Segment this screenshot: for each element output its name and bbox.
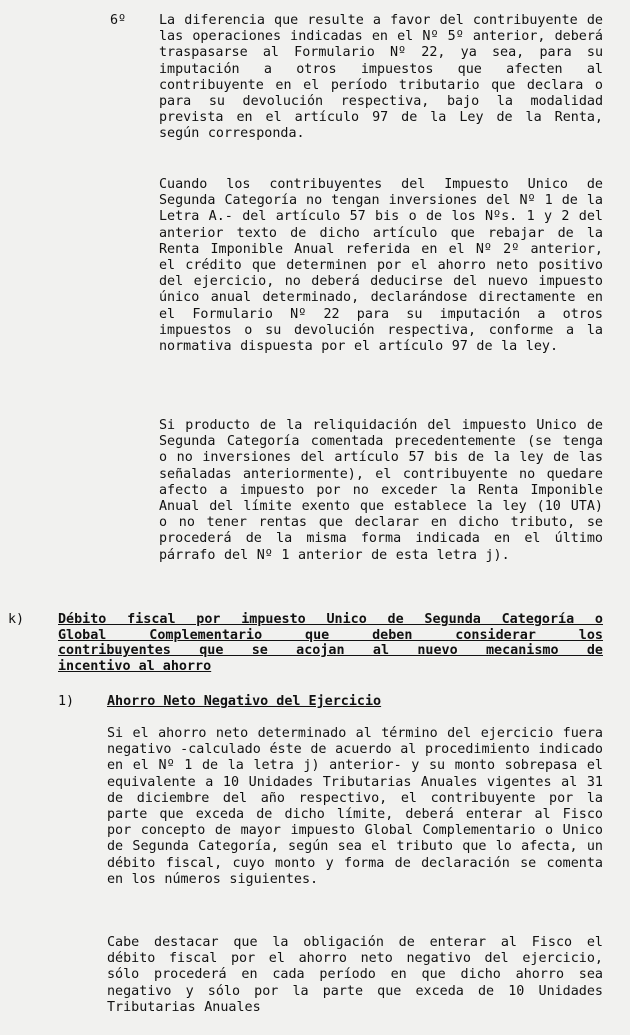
heading-line-3: contribuyentes que se acojan al nuevo mecanismo de — [58, 643, 603, 659]
heading-line-2: Global Complementario que deben considerar los — [58, 627, 603, 643]
heading-line-4: incentivo al ahorro — [58, 658, 212, 674]
paragraph-6-1: La diferencia que resulte a favor del contribuyente de las operaciones indicadas en el Nº 5º anterior, deberá traspasarse al Formulario Nº 22, ya sea, para su imputación a otros impuestos que afecten al contribuyente en el período tributario que declara o para su devolución respectiva, bajo la modalidad prevista en el artículo 97 de la Ley de la Renta, según corresponda. — [159, 13, 603, 142]
paragraph-1-2: Cabe destacar que la obligación de enterar al Fisco el débito fiscal por el ahorro neto negativo del ejercicio, sólo procederá en cada período en que dicho ahorro sea negativo y sólo por la parte que exceda de 10 Unidades Tributarias Anuales — [107, 935, 603, 1015]
paragraph-6-2: Cuando los contribuyentes del Impuesto Unico de Segunda Categoría no tengan inversiones del Nº 1 de la Letra A.- del artículo 57 bis o de los Nºs. 1 y 2 del anterior texto de dicho artículo que rebajar de la Renta Imponible Anual referida en el Nº 2º anterior, el crédito que determinen por el ahorro neto positivo del ejercicio, no deberá deducirse del nuevo impuesto único anual determinado, declarándose directamente en el Formulario Nº 22 para su imputación a otros impuestos o su devolución respectiva, conforme a la normativa dispuesta por el artículo 97 de la ley. — [159, 177, 603, 355]
subsection-1-heading: Ahorro Neto Negativo del Ejercicio — [107, 694, 382, 709]
section-k-heading — [58, 612, 603, 674]
section-number-6: 6º — [110, 13, 127, 28]
paragraph-1-1: Si el ahorro neto determinado al término del ejercicio fuera negativo -calculado éste de acuerdo al procedimiento indicado en el Nº 1 de la letra j) anterior- y su monto sobrepasa el equivalente a 10 Unidades Tributarias Anuales vigentes al 31 de diciembre del año respectivo, el contribuyente por la parte que exceda de dicho límite, deberá enterar al Fisco por concepto de mayor impuesto Global Complementario o Unico de Segunda Categoría, según sea el tributo que lo afecta, un débito fiscal, cuyo monto y forma de declaración se comenta en los números siguientes. — [107, 726, 603, 887]
heading-line-1: Débito fiscal por impuesto Unico de Segunda Categoría o — [58, 612, 603, 627]
section-letter-k: k) — [8, 612, 25, 627]
subsection-number-1: 1) — [58, 694, 75, 709]
paragraph-6-3: Si producto de la reliquidación del impuesto Unico de Segunda Categoría comentada precedentemente (se tenga o no inversiones del artículo 57 bis de la ley de las señaladas anteriormente), el contribuyente no quedare afecto a impuesto por no exceder la Renta Imponible Anual del límite exento que establece la ley (10 UTA) o no tener rentas que declarar en dicho tributo, se procederá de la misma forma indicada en el último párrafo del Nº 1 anterior de esta letra j). — [159, 418, 603, 563]
